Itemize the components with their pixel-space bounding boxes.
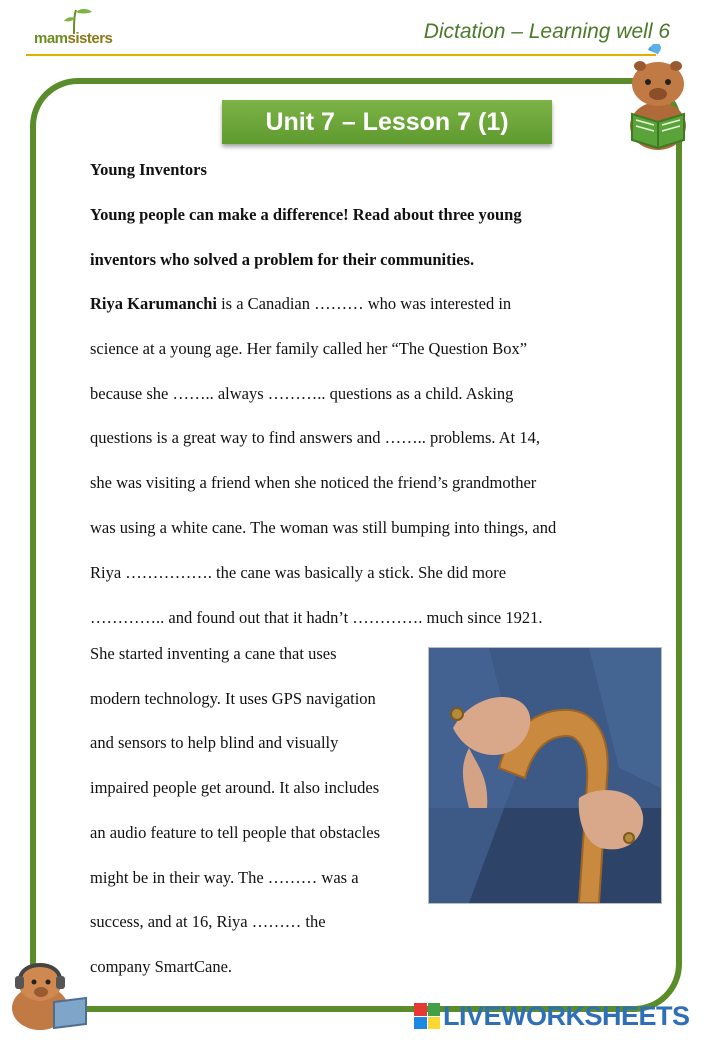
paragraph-line-13: an audio feature to tell people that obstacles <box>90 823 381 842</box>
paragraph-line-9: She started inventing a cane that uses <box>90 644 337 663</box>
header-divider <box>26 54 656 56</box>
paragraph-line-8: ………….. and found out that it hadn’t …………. much since 1921. <box>90 608 543 627</box>
paragraph-line-12: impaired people get around. It also includes <box>90 778 380 797</box>
brand-right: sisters <box>67 30 113 47</box>
paragraph-line-6: was using a white cane. The woman was still bumping into things, and <box>90 518 557 537</box>
reading-title: Young Inventors <box>90 160 207 179</box>
paragraph-line-2: science at a young age. Her family called her “The Question Box” <box>90 339 528 358</box>
paragraph-line-14: might be in their way. The ……… was a <box>90 868 359 887</box>
paragraph-line-11: and sensors to help blind and visually <box>90 733 339 752</box>
liveworksheets-text: LIVEWORKSHEETS <box>443 1000 690 1031</box>
liveworksheets-icon <box>414 1003 440 1029</box>
brand-left: mam <box>34 30 68 47</box>
capybara-reading-icon <box>618 44 696 154</box>
intro-line-1: Young people can make a difference! Read about three young <box>90 205 522 224</box>
paragraph-line-1-rest: is a Canadian ……… who was interested in <box>216 294 512 313</box>
paragraph-line-1 <box>90 294 511 314</box>
hands-cane-illustration <box>429 648 661 903</box>
paragraph-line-4: questions is a great way to find answers and …….. problems. At 14, <box>90 428 541 447</box>
paragraph-line-7: Riya ……………. the cane was basically a stick. She did more <box>90 563 507 582</box>
lesson-title-badge: Unit 7 – Lesson 7 (1) <box>222 100 552 144</box>
capybara-laptop-icon <box>6 952 90 1032</box>
header-title: Dictation – Learning well 6 <box>423 20 670 43</box>
inventor-name: Riya Karumanchi <box>90 294 217 313</box>
brand-logo <box>30 6 130 58</box>
paragraph-line-5: she was visiting a friend when she noticed the friend’s grandmother <box>90 473 537 492</box>
intro-line-2: inventors who solved a problem for their communities. <box>90 250 475 269</box>
paragraph-line-15: success, and at 16, Riya ……… the <box>90 912 326 931</box>
cane-photo <box>428 647 662 904</box>
liveworksheets-logo <box>414 1001 690 1031</box>
paragraph-line-16: company SmartCane. <box>90 957 233 976</box>
paragraph-line-3: because she …….. always ……….. questions as a child. Asking <box>90 384 514 403</box>
paragraph-line-10: modern technology. It uses GPS navigation <box>90 689 376 708</box>
